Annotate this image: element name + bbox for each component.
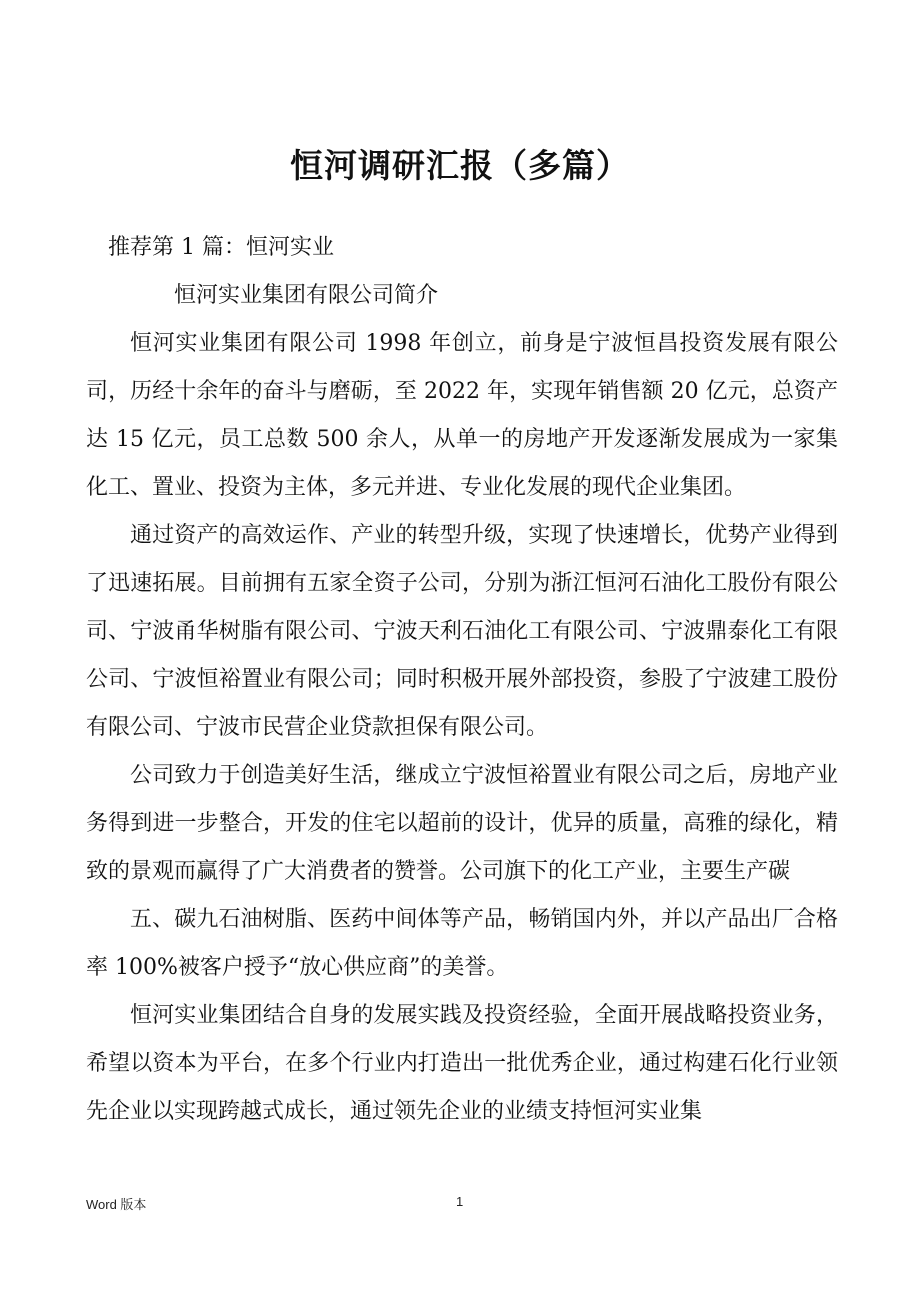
section-heading: 推荐第 1 篇：恒河实业 — [108, 235, 334, 260]
paragraph: 五、碳九石油树脂、医药中间体等产品，畅销国内外，并以产品出厂合格率 100%被客户授予“放心供应商”的美誉。 — [86, 907, 838, 980]
paragraph: 恒河实业集团有限公司 1998 年创立，前身是宁波恒昌投资发展有限公司，历经十余年的奋斗与磨砺，至 2022 年，实现年销售额 20 亿元，总资产达 15 亿元，员工总数 500 余人，从单一的房地产开发逐渐发展成为一家集化工、置业、投资为主体，多元并进、专业化发展的现代企业集团。 — [86, 331, 838, 500]
paragraph: 恒河实业集团结合自身的发展实践及投资经验，全面开展战略投资业务，希望以资本为平台，在多个行业内打造出一批优秀企业，通过构建石化行业领先企业以实现跨越式成长，通过领先企业的业绩支持恒河实业集 — [86, 1003, 838, 1124]
paragraph: 公司致力于创造美好生活，继成立宁波恒裕置业有限公司之后，房地产业务得到进一步整合，开发的住宅以超前的设计，优异的质量，高雅的绿化，精致的景观而赢得了广大消费者的赞誉。公司旗下的化工产业，主要生产碳 — [86, 763, 838, 884]
sub-heading: 恒河实业集团有限公司简介 — [174, 283, 439, 308]
document-body — [86, 224, 838, 1136]
page-number: 1 — [456, 1194, 464, 1209]
paragraph: 通过资产的高效运作、产业的转型升级，实现了快速增长，优势产业得到了迅速拓展。目前拥有五家全资子公司，分别为浙江恒河石油化工股份有限公司、宁波甬华树脂有限公司、宁波天利石油化工有限公司、宁波鼎泰化工有限公司、宁波恒裕置业有限公司；同时积极开展外部投资，参股了宁波建工股份有限公司、宁波市民营企业贷款担保有限公司。 — [86, 523, 838, 740]
document-title: 恒河调研汇报（多篇） — [290, 146, 630, 185]
footer-label: Word 版本 — [86, 1197, 147, 1212]
